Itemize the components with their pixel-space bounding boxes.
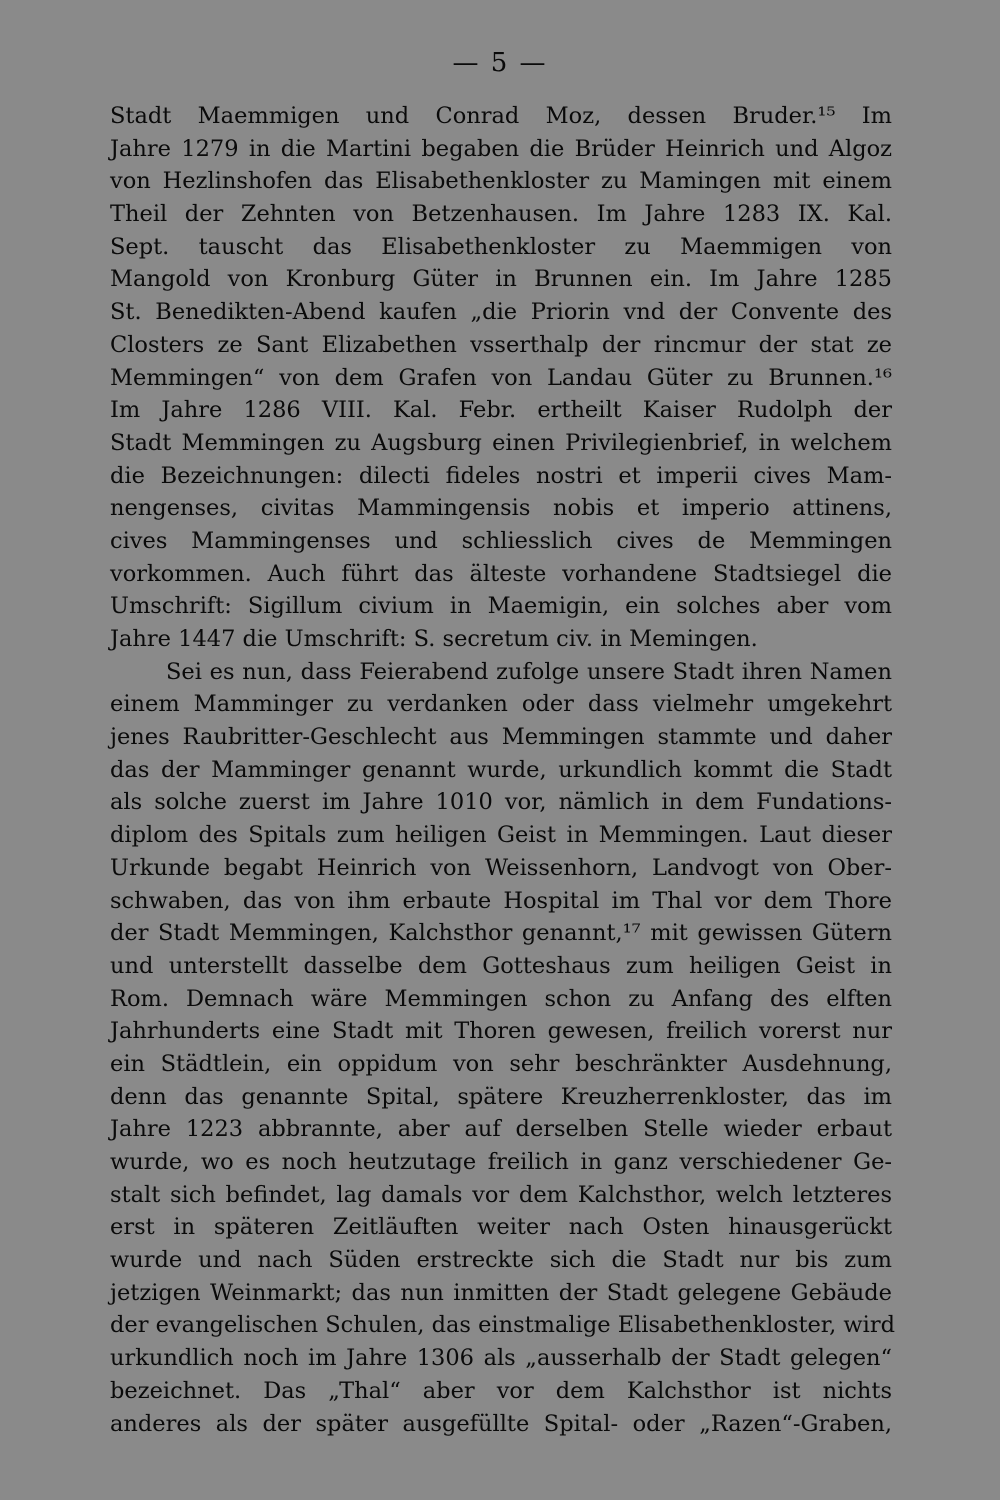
text-line: Jahre 1223 abbrannte, aber auf derselben Stelle wieder erbaut — [110, 1116, 892, 1143]
text-line: cives Mammingenses und schliesslich cives de Memmingen — [110, 527, 892, 554]
text-line: Theil der Zehnten von Betzenhausen. Im Jahre 1283 IX. Kal. — [110, 201, 892, 228]
text-line: Jahre 1279 in die Martini begaben die Brüder Heinrich und Algoz — [110, 135, 892, 162]
text-line: erst in späteren Zeitläuften weiter nach Osten hinausgerückt — [110, 1214, 892, 1241]
text-line: urkundlich noch im Jahre 1306 als „ausserhalb der Stadt gelegen“ — [110, 1345, 892, 1372]
text-line: Closters ze Sant Elizabethen vsserthalp der rincmur der stat ze — [110, 331, 892, 358]
page-number: — 5 — — [452, 48, 548, 78]
text-line: der Stadt Memmingen, Kalchsthor genannt,¹⁷ mit gewissen Gütern — [110, 920, 892, 947]
text-line: das der Mamminger genannt wurde, urkundlich kommt die Stadt — [110, 756, 892, 783]
text-line: bezeichnet. Das „Thal“ aber vor dem Kalchsthor ist nichts — [110, 1377, 892, 1404]
text-line: Rom. Demnach wäre Memmingen schon zu Anfang des elften — [110, 985, 892, 1012]
text-line: Memmingen“ von dem Grafen von Landau Güter zu Brunnen.¹⁶ — [110, 364, 892, 391]
text-line: einem Mamminger zu verdanken oder dass vielmehr umgekehrt — [110, 691, 892, 718]
text-line: jetzigen Weinmarkt; das nun inmitten der Stadt gelegene Gebäude — [110, 1279, 892, 1306]
text-line: diplom des Spitals zum heiligen Geist in Memmingen. Laut dieser — [110, 822, 892, 849]
text-line: schwaben, das von ihm erbaute Hospital im Thal vor dem Thore — [110, 887, 892, 914]
text-line: Sei es nun, dass Feierabend zufolge unsere Stadt ihren Namen — [166, 658, 892, 685]
text-line: Sept. tauscht das Elisabethenkloster zu Maemmigen von — [110, 233, 892, 260]
paragraph — [110, 656, 896, 1441]
text-line: jenes Raubritter-Geschlecht aus Memmingen stammte und daher — [110, 724, 892, 751]
text-line: Umschrift: Sigillum civium in Maemigin, ein solches aber vom — [110, 593, 892, 620]
text-line: nengenses, civitas Mammingensis nobis et imperio attinens, — [110, 495, 892, 522]
text-line: Urkunde begabt Heinrich von Weissenhorn, Landvogt von Ober- — [110, 854, 892, 881]
text-line: von Hezlinshofen das Elisabethenkloster zu Mamingen mit einem — [110, 168, 892, 195]
text-line: wurde und nach Süden erstreckte sich die Stadt nur bis zum — [110, 1247, 892, 1274]
paragraph — [110, 100, 892, 656]
text-line: stalt sich befindet, lag damals vor dem Kalchsthor, welch letzteres — [110, 1181, 892, 1208]
text-line: Stadt Maemmigen und Conrad Moz, dessen Bruder.¹⁵ Im — [110, 103, 892, 129]
text-body — [110, 100, 896, 1440]
text-line: St. Benedikten-Abend kaufen „die Priorin vnd der Convente des — [110, 299, 892, 326]
text-line: die Bezeichnungen: dilecti fideles nostri et imperii cives Mam- — [110, 462, 892, 489]
text-line: Im Jahre 1286 VIII. Kal. Febr. ertheilt Kaiser Rudolph der — [110, 397, 892, 424]
text-line: ein Städtlein, ein oppidum von sehr beschränkter Ausdehnung, — [110, 1050, 892, 1077]
text-line: wurde, wo es noch heutzutage freilich in ganz verschiedener Ge- — [110, 1149, 892, 1175]
text-line: Jahrhunderts eine Stadt mit Thoren gewesen, freilich vorerst nur — [110, 1018, 892, 1045]
text-line: als solche zuerst im Jahre 1010 vor, nämlich in dem Fundations- — [110, 789, 892, 816]
text-line: vorkommen. Auch führt das älteste vorhandene Stadtsiegel die — [110, 560, 892, 587]
text-line: der evangelischen Schulen, das einstmalige Elisabethenkloster, wird — [110, 1312, 896, 1339]
text-line: Mangold von Kronburg Güter in Brunnen ein. Im Jahre 1285 — [110, 266, 892, 293]
text-line: anderes als der später ausgefüllte Spital- oder „Razen“-Graben, — [110, 1410, 892, 1437]
text-line: Jahre 1447 die Umschrift: S. secretum civ. in Memingen. — [110, 626, 758, 652]
text-line: Stadt Memmingen zu Augsburg einen Privilegienbrief, in welchem — [110, 429, 892, 456]
text-line: denn das genannte Spital, spätere Kreuzherrenkloster, das im — [110, 1083, 892, 1110]
text-line: und unterstellt dasselbe dem Gotteshaus zum heiligen Geist in — [110, 952, 892, 979]
